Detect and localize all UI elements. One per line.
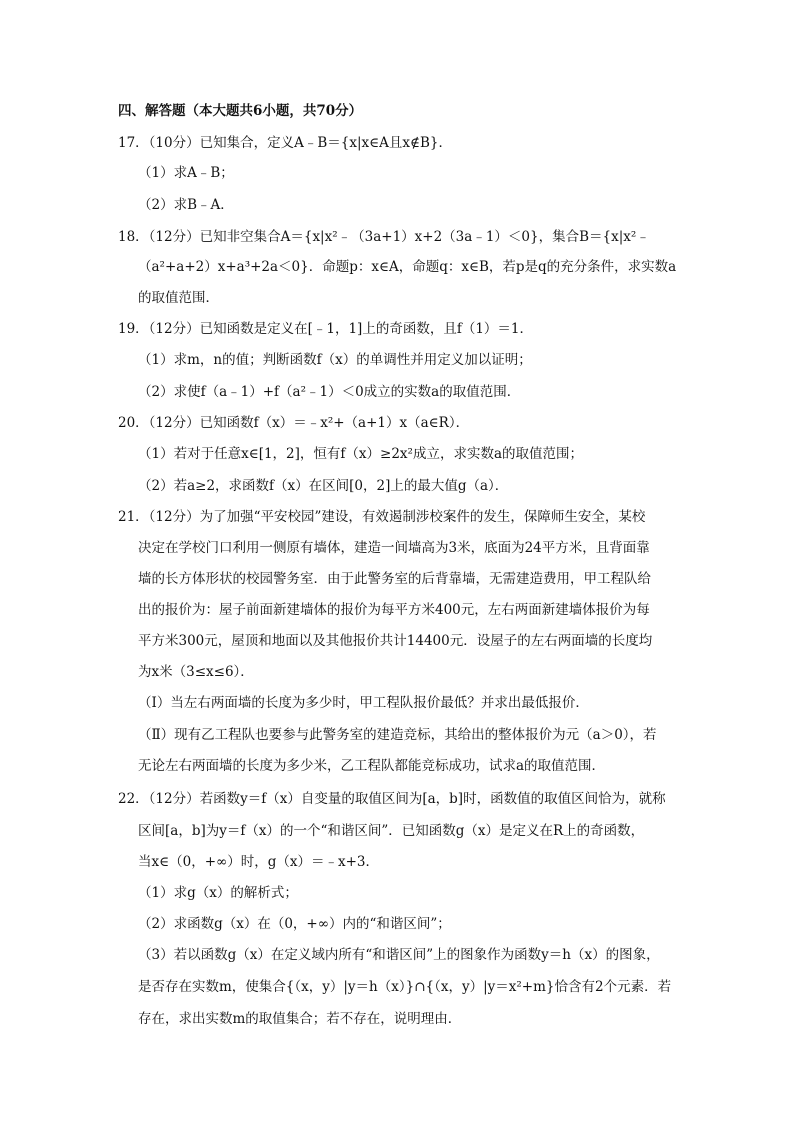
problem-21-line-3: 墙的长方体形状的校园警务室．由于此警务室的后背靠墙，无需建造费用，甲工程队给 [138, 571, 651, 587]
problem-22-part-3-line-2: 是否存在实数m，使集合{（x，y）|y＝h（x）}∩{（x，y）|y＝x²+m}恰含有2个元素．若 [138, 979, 672, 995]
problem-19-part-1: （1）求m，n的值；判断函数f（x）的单调性并用定义加以证明； [138, 352, 532, 368]
problem-18-line-2: （a²+a+2）x+a³+2a＜0}．命题p：x∈A，命题q：x∈B，若p是q的充分条件，求实数a [138, 259, 677, 275]
problem-19-stem: 19．（12分）已知函数是定义在[﹣1，1]上的奇函数，且f（1）＝1． [118, 321, 533, 337]
problem-17-part-2: （2）求B﹣A． [138, 197, 234, 213]
problem-17-part-1: （1）求A﹣B； [138, 165, 234, 181]
problem-22-line-3: 当x∈（0，+∞）时，g（x）＝﹣x+3． [138, 854, 380, 870]
problem-17-stem: 17．（10分）已知集合，定义A﹣B＝{x|x∈A且x∉B}． [118, 135, 452, 151]
problem-21-line-6: 为x米（3≤x≤6）． [138, 664, 254, 680]
problem-19-part-2: （2）求使f（a﹣1）+f（a²﹣1）＜0成立的实数a的取值范围． [138, 384, 521, 400]
problem-20-part-2: （2）若a≥2，求函数f（x）在区间[0，2]上的最大值g（a）． [138, 478, 509, 494]
problem-18-line-1: 18．（12分）已知非空集合A＝{x|x²﹣（3a+1）x+2（3a﹣1）＜0}，集合B＝{x|x²﹣ [118, 229, 650, 245]
problem-21-part-2-line-2: 无论左右两面墙的长度为多少米，乙工程队都能竞标成功，试求a的取值范围． [138, 758, 606, 774]
problem-21-line-5: 平方米300元，屋顶和地面以及其他报价共计14400元．设屋子的左右两面墙的长度均 [138, 633, 653, 649]
problem-21-part-1: （Ⅰ）当左右两面墙的长度为多少时，甲工程队报价最低？并求出最低报价． [138, 695, 589, 711]
problem-21-line-2: 决定在学校门口利用一侧原有墙体，建造一间墙高为3米，底面为24平方米，且背面靠 [138, 540, 650, 556]
problem-20-stem: 20．（12分）已知函数f（x）＝﹣x²+（a+1）x（a∈R）． [118, 415, 470, 431]
problem-21-line-1: 21．（12分）为了加强“平安校园”建设，有效遏制涉校案件的发生，保障师生安全，某校 [118, 509, 646, 525]
problem-21-part-2-line-1: （Ⅱ）现有乙工程队也要参与此警务室的建造竞标，其给出的整体报价为元（a＞0），若 [138, 727, 657, 743]
problem-22-part-1: （1）求g（x）的解析式； [138, 885, 298, 901]
problem-20-part-1: （1）若对于任意x∈[1，2]，恒有f（x）≥2x²成立，求实数a的取值范围； [138, 446, 583, 462]
problem-18-line-3: 的取值范围． [138, 290, 219, 306]
problem-22-part-2: （2）求函数g（x）在（0，+∞）内的“和谐区间”； [138, 916, 451, 932]
section-heading: 四、解答题（本大题共6小题，共70分） [118, 103, 363, 119]
problem-22-line-1: 22．（12分）若函数y＝f（x）自变量的取值区间为[a，b]时，函数值的取值区间恰为，就称 [118, 791, 666, 807]
problem-21-line-4: 出的报价为：屋子前面新建墙体的报价为每平方米400元，左右两面新建墙体报价为每 [138, 602, 650, 618]
problem-22-part-3-line-3: 存在，求出实数m的取值集合；若不存在，说明理由． [138, 1011, 462, 1027]
problem-22-part-3-line-1: （3）若以函数g（x）在定义域内所有“和谐区间”上的图象作为函数y＝h（x）的图象， [138, 947, 660, 963]
problem-22-line-2: 区间[a，b]为y＝f（x）的一个“和谐区间”．已知函数g（x）是定义在R上的奇函数， [138, 823, 645, 839]
